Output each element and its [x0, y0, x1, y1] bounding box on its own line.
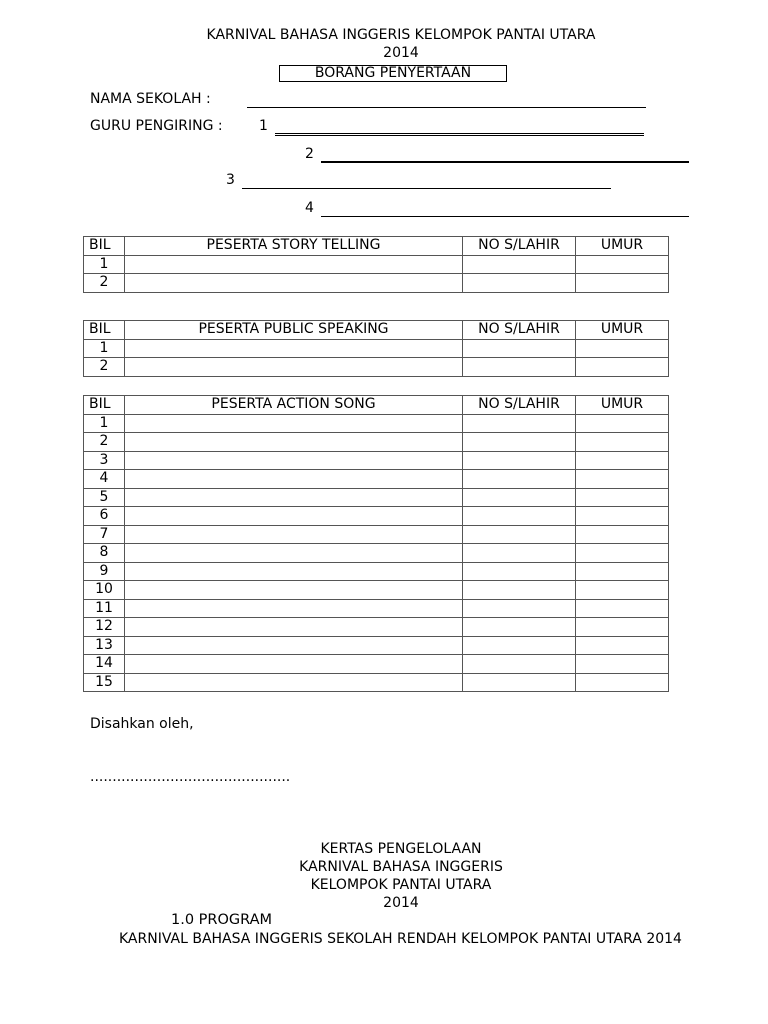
section-body: KARNIVAL BAHASA INGGERIS SEKOLAH RENDAH KELOMPOK PANTAI UTARA 2014 [119, 931, 682, 947]
birth-cert-cell[interactable] [463, 414, 576, 433]
document-title: KARNIVAL BAHASA INGGERIS KELOMPOK PANTAI UTARA [206, 27, 596, 43]
table-row [84, 618, 669, 637]
row-number: 11 [84, 599, 125, 618]
participant-cell[interactable] [125, 451, 463, 470]
public-speaking-table [83, 320, 669, 377]
participant-cell[interactable] [125, 433, 463, 452]
column-header-birth-cert: NO S/LAHIR [463, 396, 576, 415]
birth-cert-cell[interactable] [463, 470, 576, 489]
table-row [84, 470, 669, 489]
paper-title-line-2: KARNIVAL BAHASA INGGERIS [299, 859, 503, 875]
table-row [84, 599, 669, 618]
table-row [84, 339, 669, 358]
table-row [84, 525, 669, 544]
row-number: 2 [84, 274, 125, 293]
age-cell[interactable] [576, 274, 669, 293]
paper-title-year: 2014 [383, 895, 419, 911]
table-row [84, 544, 669, 563]
table-header-row [84, 237, 669, 256]
row-number: 14 [84, 655, 125, 674]
age-cell[interactable] [576, 255, 669, 274]
column-header-bil: BIL [84, 321, 125, 340]
birth-cert-cell[interactable] [463, 562, 576, 581]
row-number: 12 [84, 618, 125, 637]
teacher-line-3[interactable] [242, 188, 611, 189]
birth-cert-cell[interactable] [463, 525, 576, 544]
age-cell[interactable] [576, 655, 669, 674]
table-row [84, 636, 669, 655]
row-number: 2 [84, 358, 125, 377]
teacher-label: GURU PENGIRING : [90, 118, 223, 134]
table-row [84, 274, 669, 293]
teacher-number-3: 3 [226, 172, 235, 188]
row-number: 1 [84, 414, 125, 433]
row-number: 4 [84, 470, 125, 489]
participant-cell[interactable] [125, 599, 463, 618]
birth-cert-cell[interactable] [463, 636, 576, 655]
participant-cell[interactable] [125, 255, 463, 274]
birth-cert-cell[interactable] [463, 358, 576, 377]
row-number: 10 [84, 581, 125, 600]
row-number: 6 [84, 507, 125, 526]
participant-cell[interactable] [125, 488, 463, 507]
school-name-label: NAMA SEKOLAH : [90, 91, 211, 107]
column-header-age: UMUR [576, 321, 669, 340]
row-number: 3 [84, 451, 125, 470]
row-number: 7 [84, 525, 125, 544]
school-name-line[interactable] [247, 107, 646, 108]
table-header-row [84, 396, 669, 415]
teacher-number-2: 2 [305, 146, 314, 162]
column-header-participant: PESERTA ACTION SONG [125, 396, 463, 415]
birth-cert-cell[interactable] [463, 339, 576, 358]
age-cell[interactable] [576, 525, 669, 544]
age-cell[interactable] [576, 414, 669, 433]
participant-cell[interactable] [125, 339, 463, 358]
table-row [84, 673, 669, 692]
participant-cell[interactable] [125, 470, 463, 489]
column-header-participant: PESERTA STORY TELLING [125, 237, 463, 256]
birth-cert-cell[interactable] [463, 488, 576, 507]
age-cell[interactable] [576, 544, 669, 563]
teacher-number-4: 4 [305, 200, 314, 216]
age-cell[interactable] [576, 507, 669, 526]
participant-cell[interactable] [125, 525, 463, 544]
age-cell[interactable] [576, 581, 669, 600]
section-heading: 1.0 PROGRAM [171, 912, 273, 928]
birth-cert-cell[interactable] [463, 544, 576, 563]
table-header-row [84, 321, 669, 340]
column-header-bil: BIL [84, 396, 125, 415]
row-number: 9 [84, 562, 125, 581]
column-header-birth-cert: NO S/LAHIR [463, 237, 576, 256]
participant-cell[interactable] [125, 562, 463, 581]
row-number: 13 [84, 636, 125, 655]
age-cell[interactable] [576, 636, 669, 655]
participant-cell[interactable] [125, 358, 463, 377]
column-header-participant: PESERTA PUBLIC SPEAKING [125, 321, 463, 340]
row-number: 15 [84, 673, 125, 692]
participant-cell[interactable] [125, 414, 463, 433]
table-row [84, 358, 669, 377]
table-row [84, 581, 669, 600]
birth-cert-cell[interactable] [463, 673, 576, 692]
row-number: 2 [84, 433, 125, 452]
table-row [84, 488, 669, 507]
age-cell[interactable] [576, 433, 669, 452]
participant-cell[interactable] [125, 636, 463, 655]
document-year: 2014 [383, 45, 419, 61]
approval-label: Disahkan oleh, [90, 716, 194, 732]
participant-cell[interactable] [125, 544, 463, 563]
signature-dots[interactable]: ............................................. [90, 769, 291, 785]
teacher-line-4[interactable] [321, 216, 689, 217]
table-row [84, 433, 669, 452]
birth-cert-cell[interactable] [463, 433, 576, 452]
birth-cert-cell[interactable] [463, 618, 576, 637]
birth-cert-cell[interactable] [463, 274, 576, 293]
participant-cell[interactable] [125, 673, 463, 692]
table-row [84, 655, 669, 674]
row-number: 8 [84, 544, 125, 563]
birth-cert-cell[interactable] [463, 507, 576, 526]
form-name-box: BORANG PENYERTAAN [279, 65, 507, 82]
row-number: 1 [84, 339, 125, 358]
table-row [84, 451, 669, 470]
birth-cert-cell[interactable] [463, 255, 576, 274]
teacher-line-2[interactable] [321, 161, 689, 163]
teacher-number-1: 1 [259, 118, 268, 134]
age-cell[interactable] [576, 488, 669, 507]
column-header-age: UMUR [576, 396, 669, 415]
paper-title-line-3: KELOMPOK PANTAI UTARA [310, 877, 492, 893]
age-cell[interactable] [576, 673, 669, 692]
age-cell[interactable] [576, 339, 669, 358]
row-number: 1 [84, 255, 125, 274]
age-cell[interactable] [576, 599, 669, 618]
participant-cell[interactable] [125, 581, 463, 600]
table-row [84, 507, 669, 526]
column-header-birth-cert: NO S/LAHIR [463, 321, 576, 340]
age-cell[interactable] [576, 451, 669, 470]
participant-cell[interactable] [125, 655, 463, 674]
table-row [84, 255, 669, 274]
paper-title-line-1: KERTAS PENGELOLAAN [320, 841, 482, 857]
participant-cell[interactable] [125, 618, 463, 637]
age-cell[interactable] [576, 358, 669, 377]
story-telling-table [83, 236, 669, 293]
birth-cert-cell[interactable] [463, 451, 576, 470]
birth-cert-cell[interactable] [463, 581, 576, 600]
row-number: 5 [84, 488, 125, 507]
birth-cert-cell[interactable] [463, 655, 576, 674]
column-header-age: UMUR [576, 237, 669, 256]
column-header-bil: BIL [84, 237, 125, 256]
table-row [84, 562, 669, 581]
birth-cert-cell[interactable] [463, 599, 576, 618]
teacher-line-1[interactable] [275, 133, 644, 136]
table-row [84, 414, 669, 433]
age-cell[interactable] [576, 618, 669, 637]
participant-cell[interactable] [125, 274, 463, 293]
age-cell[interactable] [576, 562, 669, 581]
age-cell[interactable] [576, 470, 669, 489]
participant-cell[interactable] [125, 507, 463, 526]
action-song-table [83, 395, 669, 692]
